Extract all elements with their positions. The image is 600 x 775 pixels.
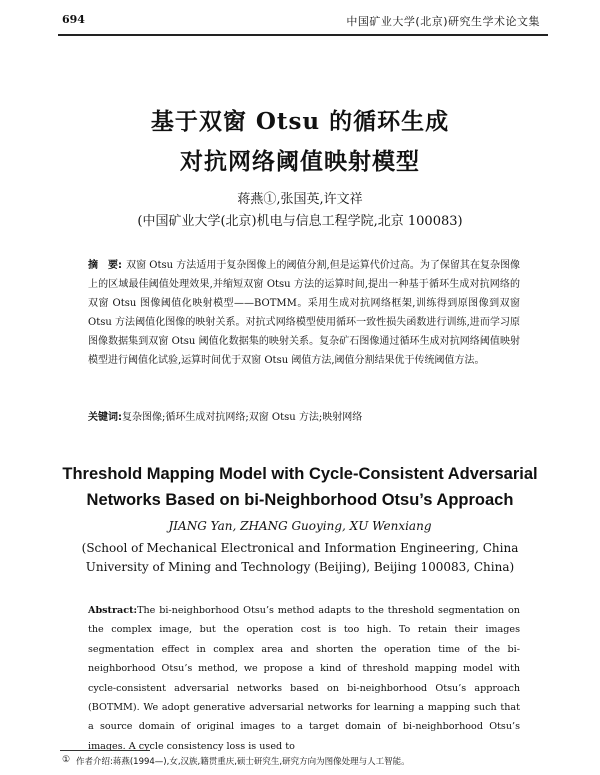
running-head: 中国矿业大学(北京)研究生学术论文集 <box>346 15 540 28</box>
page-number: 694 <box>62 13 85 26</box>
english-title-line-1: Threshold Mapping Model with Cycle-Consistent Adversarial <box>62 465 538 483</box>
chinese-keywords-text: 复杂图像;循环生成对抗网络;双窗 Otsu 方法;映射网络 <box>122 412 363 423</box>
chinese-title-line-1: 基于双窗 Otsu 的循环生成 <box>150 108 450 135</box>
chinese-affiliation: (中国矿业大学(北京)机电与信息工程学院,北京 100083) <box>137 214 463 229</box>
english-title-line-2: Networks Based on bi-Neighborhood Otsu’s Approach <box>86 491 514 509</box>
chinese-abstract-label: 摘 要: <box>88 260 123 271</box>
english-affiliation-line-1: (School of Mechanical Electronical and Information Engineering, China <box>81 541 519 555</box>
english-abstract-text: The bi-neighborhood Otsu’s method adapts to the threshold segmentation on the complex image, but the operation cost is too high. To retain their images segmentation effect in complex area and shorten the operation time of the bi-neighborhood Otsu’s method, we propose a kind of threshold mapping model with cycle-consistent adversarial networks based on bi-neighborhood Otsu’s approach (BOTMM). We adopt generative adversarial networks for learning a mapping such that a source domain of original images to a target domain of bi-neighborhood Otsu’s images. A cycle consistency loss is used to <box>88 605 520 752</box>
footnote-rule <box>60 750 150 751</box>
chinese-abstract-text: 双窗 Otsu 方法适用于复杂图像上的阈值分割,但是运算代价过高。为了保留其在复杂图像上的区域最佳阈值处理效果,并缩短双窗 Otsu 方法的运算时间,提出一种基于循环生成对抗网络的双窗 Otsu 图像阈值化映射模型——BOTMM。采用生成对抗网络框架,训练得到原图像到双窗 Otsu 方法阈值化图像的映射关系。对抗式网络模型使用循环一致性损失函数进行训练,进而学习原图像数据集到双窗 Otsu 阈值化数据集的映射关系。复杂矿石图像通过循环生成对抗网络阈值映射模型进行阈值化试验,运算时间优于双窗 Otsu 阈值方法,阈值分割结果优于传统阈值方法。 <box>88 260 521 366</box>
chinese-keywords <box>88 408 520 423</box>
chinese-keywords-label: 关键词: <box>88 412 122 423</box>
chinese-title-line-2: 对抗网络阈值映射模型 <box>180 148 420 175</box>
chinese-authors: 蒋燕①,张国英,许文祥 <box>237 192 363 207</box>
chinese-abstract <box>88 256 520 370</box>
footnote-mark: ① <box>62 755 71 765</box>
english-abstract-label: Abstract: <box>88 605 138 616</box>
english-abstract <box>88 601 520 756</box>
english-authors: JIANG Yan, ZHANG Guoying, XU Wenxiang <box>168 519 432 533</box>
header-rule <box>58 34 548 36</box>
english-affiliation <box>0 539 600 577</box>
author-footnote: 作者介绍:蒋燕(1994—),女,汉族,籍贯重庆,硕士研究生,研究方向为图像处理与人工智能。 <box>76 757 410 767</box>
english-affiliation-line-2: University of Mining and Technology (Beijing), Beijing 100083, China) <box>85 560 515 574</box>
